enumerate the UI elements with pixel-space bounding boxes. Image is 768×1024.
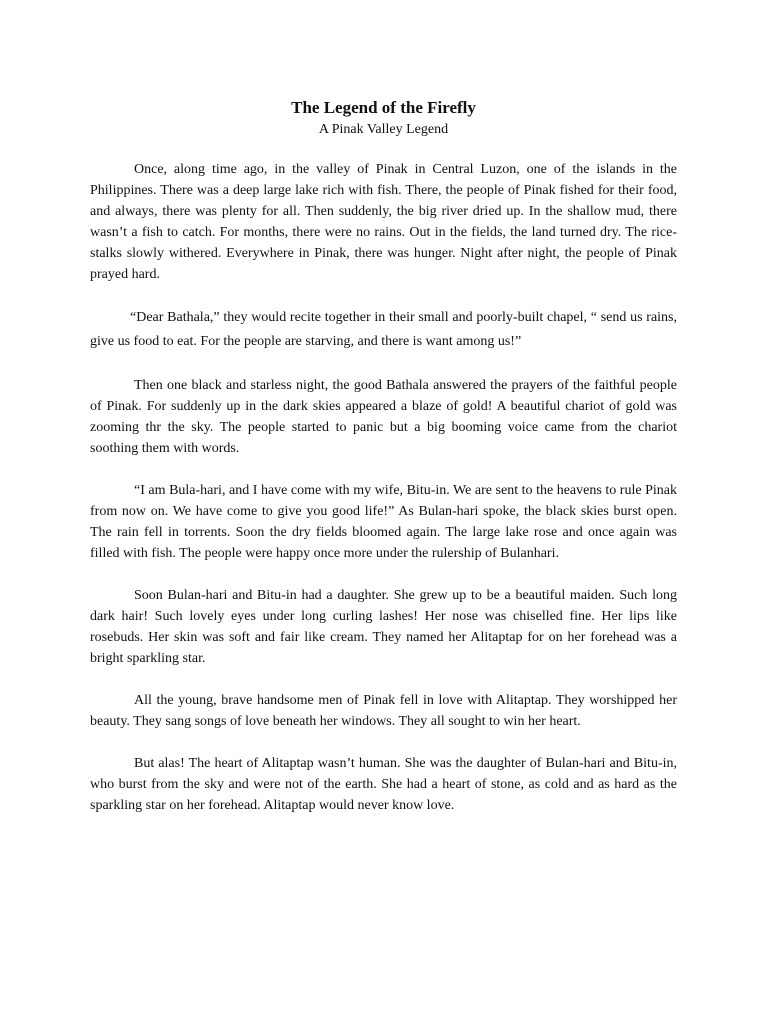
paragraph-6: All the young, brave handsome men of Pinak fell in love with Alitaptap. They worshipped her beauty. They sang songs of love beneath her windows. They all sought to win her heart. <box>90 693 677 729</box>
paragraph-1: Once, along time ago, in the valley of Pinak in Central Luzon, one of the islands in the Philippines. There was a deep large lake rich with fish. There, the people of Pinak fished for their food, and always, there was plenty for all. Then suddenly, the big river dried up. In the shallow mud, there wasn’t a fish to catch. For months, there were no rains. Out in the fields, the land turned dry. The rice-stalks slowly withered. Everywhere in Pinak, there was hunger. Night after night, the people of Pinak prayed hard. <box>90 162 677 282</box>
paragraph-2: “Dear Bathala,” they would recite together in their small and poorly-built chapel, “ send us rains, give us food to eat. For the people are starving, and there is want among us!” <box>90 310 677 349</box>
document-page <box>90 96 677 837</box>
paragraph-7: But alas! The heart of Alitaptap wasn’t human. She was the daughter of Bulan-hari and Bitu-in, who burst from the sky and were not of the earth. She had a heart of stone, as cold and as hard as the sparkling star on her forehead. Alitaptap would never know love. <box>90 756 677 813</box>
paragraph-5: Soon Bulan-hari and Bitu-in had a daughter. She grew up to be a beautiful maiden. Such long dark hair! Such lovely eyes under long curling lashes! Her nose was chiselled fine. Her lips like rosebuds. Her skin was soft and fair like cream. They named her Alitaptap for on her forehead was a bright sparkling star. <box>90 588 677 666</box>
paragraph-3: Then one black and starless night, the good Bathala answered the prayers of the faithful people of Pinak. For suddenly up in the dark skies appeared a blaze of gold! A beautiful chariot of gold was zooming thr the sky. The people started to panic but a big booming voice came from the chariot soothing them with words. <box>90 378 677 456</box>
document-title: The Legend of the Firefly <box>291 98 476 117</box>
paragraph-4: “I am Bula-hari, and I have come with my wife, Bitu-in. We are sent to the heavens to rule Pinak from now on. We have come to give you good life!” As Bulan-hari spoke, the black skies burst open. The rain fell in torrents. Soon the dry fields bloomed again. The large lake rose and once again was filled with fish. The people were happy once more under the rulership of Bulanhari. <box>90 483 677 561</box>
document-subtitle: A Pinak Valley Legend <box>318 122 449 137</box>
